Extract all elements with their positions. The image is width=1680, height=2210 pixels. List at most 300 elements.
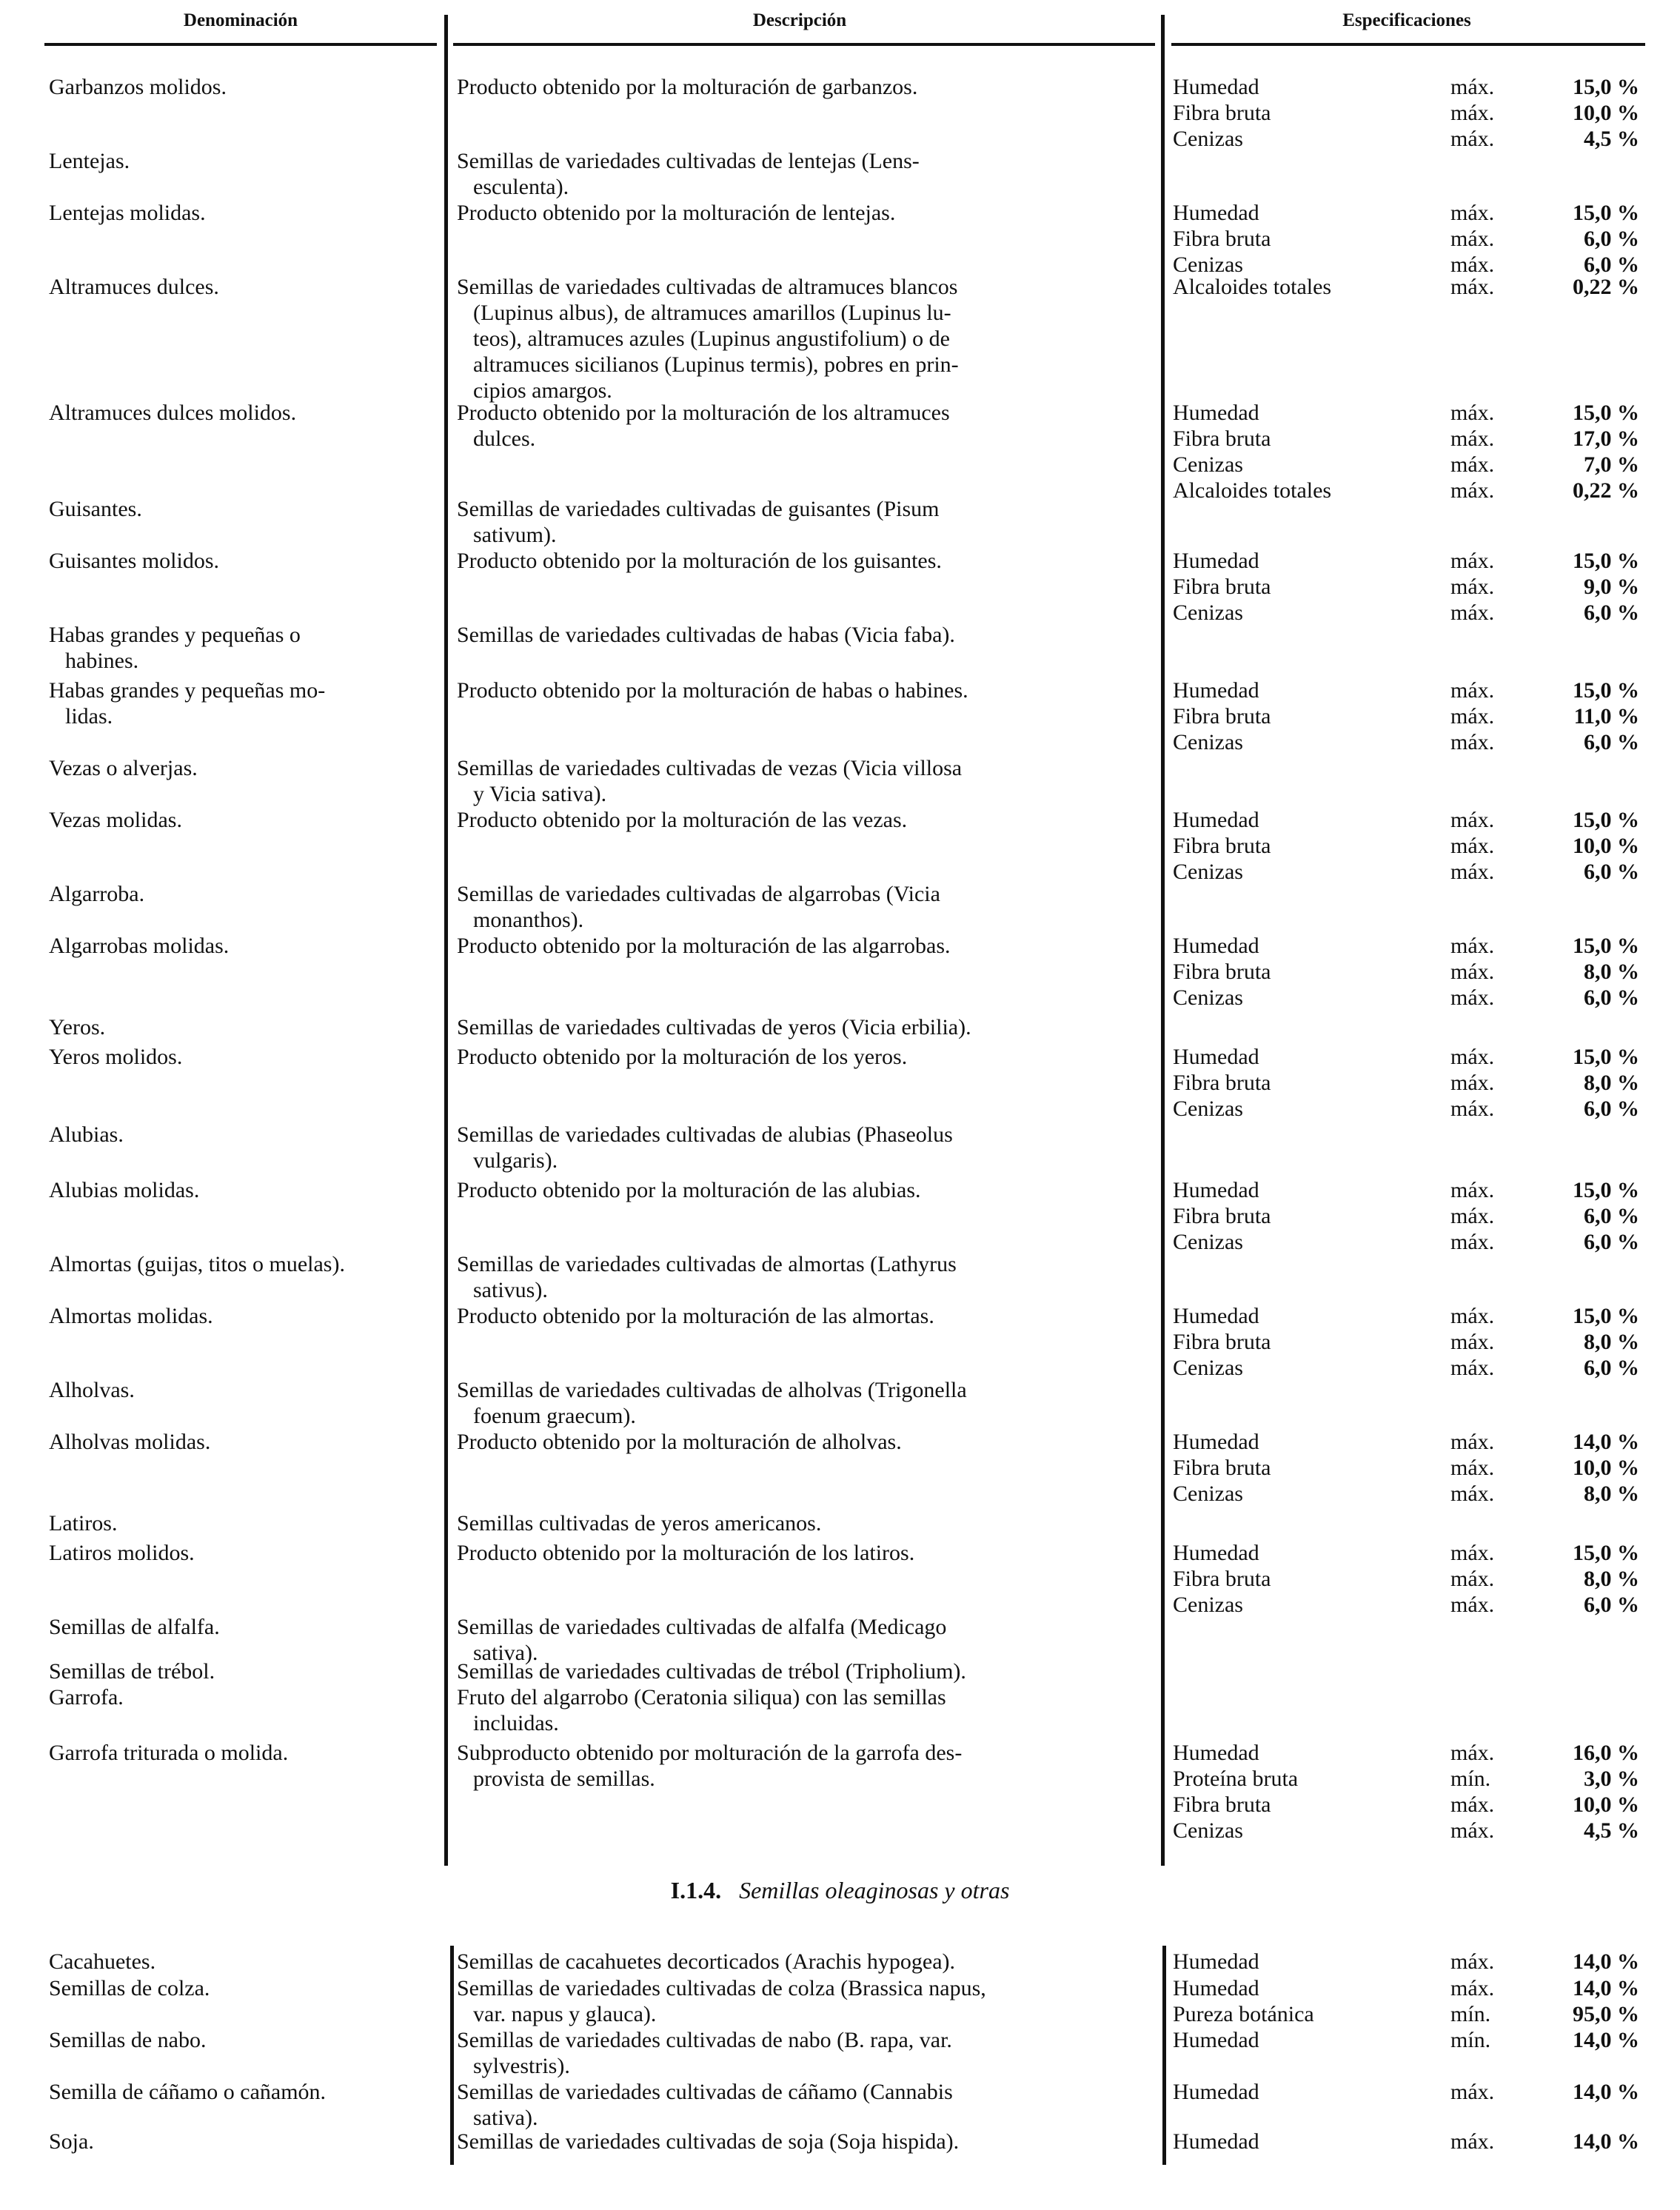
spec-value: 15,0 % [1573,678,1639,703]
denomination-cell [49,755,434,781]
specification-row [1173,2079,1647,2105]
spec-name: Cenizas [1173,985,1243,1010]
description-text: Semillas de variedades cultivadas de alfalfa (Medicago [457,1615,947,1639]
spec-value: 15,0 % [1573,1304,1639,1328]
description-text: Fruto del algarrobo (Ceratonia siliqua) con las semillas [457,1685,946,1710]
denomination-cell [49,1949,434,1975]
description-text: Semillas de variedades cultivadas de vezas (Vicia villosa [457,756,963,780]
denomination-cell [49,677,434,729]
denomination-cell [49,1658,434,1684]
description-text: Semillas de variedades cultivadas de yeros (Vicia erbilia). [457,1015,971,1039]
description-text: Semillas de variedades cultivadas de guisantes (Pisum [457,497,940,521]
specification-row [1173,1949,1647,1975]
denomination-text: Almortas (guijas, titos o muelas). [49,1252,345,1276]
spec-name: Humedad [1173,75,1259,99]
denomination-text: Semillas de trébol. [49,1659,215,1684]
spec-limit: máx. [1450,960,1495,984]
spec-limit: máx. [1450,808,1495,832]
spec-name: Cenizas [1173,600,1243,625]
specification-row [1173,426,1647,452]
spec-limit: máx. [1450,1456,1495,1480]
spec-limit: máx. [1450,1430,1495,1454]
denomination-text: Altramuces dulces molidos. [49,401,297,425]
spec-name: Humedad [1173,549,1259,573]
spec-value: 6,0 % [1584,985,1639,1010]
spec-name: Fibra bruta [1173,1792,1271,1817]
denomination-text: Semillas de colza. [49,1976,210,2000]
spec-limit: máx. [1450,600,1495,625]
denomination-cell [49,148,434,174]
subsection-title: Semillas oleaginosas y otras [739,1877,1010,1903]
specification-row [1173,1540,1647,1566]
spec-name: Fibra bruta [1173,1330,1271,1354]
description-cell [457,1303,1153,1329]
specification-row [1173,807,1647,833]
denomination-text: Garbanzos molidos. [49,75,227,99]
specification-row [1173,548,1647,574]
spec-value: 15,0 % [1573,1541,1639,1565]
spec-value: 14,0 % [1573,1976,1639,2000]
denomination-text: Yeros. [49,1015,106,1039]
spec-name: Cenizas [1173,1096,1243,1121]
spec-limit: máx. [1450,1593,1495,1617]
spec-name: Humedad [1173,934,1259,958]
spec-value: 15,0 % [1573,401,1639,425]
specification-row [1173,1818,1647,1844]
spec-value: 14,0 % [1573,2028,1639,2052]
specification-row [1173,1329,1647,1355]
denomination-text: Lentejas. [49,149,130,173]
description-text: Producto obtenido por la molturación de los yeros. [457,1045,908,1069]
spec-name: Cenizas [1173,1818,1243,1843]
description-text: provista de semillas. [473,1767,655,1791]
specification-row [1173,1566,1647,1592]
spec-limit: máx. [1450,1096,1495,1121]
spec-name: Humedad [1173,678,1259,703]
description-text: Semillas de variedades cultivadas de trébol (Tripholium). [457,1659,966,1684]
spec-limit: máx. [1450,1178,1495,1202]
description-text: foenum graecum). [473,1404,636,1428]
header-rule-denominacion [44,43,437,46]
spec-limit: máx. [1450,1045,1495,1069]
specification-row [1173,74,1647,100]
spec-value: 6,0 % [1584,600,1639,625]
spec-limit: máx. [1450,201,1495,225]
description-text: Semillas de variedades cultivadas de cáñamo (Cannabis [457,2080,953,2104]
spec-name: Humedad [1173,2028,1259,2052]
spec-name: Humedad [1173,1178,1259,1202]
denomination-cell [49,1975,434,2001]
spec-value: 11,0 % [1573,704,1639,729]
specification-row [1173,1481,1647,1507]
spec-limit: máx. [1450,985,1495,1010]
header-rule-especificaciones [1171,43,1645,46]
denomination-text: Algarrobas molidas. [49,934,230,958]
spec-value: 15,0 % [1573,549,1639,573]
spec-value: 15,0 % [1573,1178,1639,1202]
spec-limit: máx. [1450,1818,1495,1843]
denomination-text: Alholvas molidas. [49,1430,211,1454]
description-cell [457,1429,1153,1455]
spec-value: 95,0 % [1573,2002,1639,2026]
description-cell [457,1251,1153,1303]
spec-name: Humedad [1173,808,1259,832]
denomination-cell [49,1740,434,1766]
description-text: Producto obtenido por la molturación de los altramuces [457,401,950,425]
spec-limit: máx. [1450,834,1495,858]
spec-value: 14,0 % [1573,2129,1639,2154]
specification-row [1173,833,1647,859]
description-text: Semillas de variedades cultivadas de alholvas (Trigonella [457,1378,967,1402]
spec-limit: máx. [1450,1330,1495,1354]
specification-row [1173,226,1647,252]
spec-value: 6,0 % [1584,860,1639,884]
specification-row [1173,1303,1647,1329]
denomination-text: Semillas de nabo. [49,2028,207,2052]
spec-limit: máx. [1450,401,1495,425]
specification-row [1173,1070,1647,1096]
description-text: cipios amargos. [473,378,612,403]
denomination-text: Alubias molidas. [49,1178,200,1202]
denomination-cell [49,1540,434,1566]
description-text: (Lupinus albus), de altramuces amarillos (Lupinus lu- [473,301,951,325]
denomination-text: lidas. [65,704,113,729]
description-text: sativum). [473,523,557,547]
specification-row [1173,1355,1647,1381]
description-text: esculenta). [473,175,569,199]
denomination-text: Altramuces dulces. [49,275,219,299]
spec-name: Cenizas [1173,730,1243,754]
denomination-cell [49,1684,434,1710]
description-text: vulgaris). [473,1148,558,1173]
spec-limit: máx. [1450,227,1495,251]
specification-row [1173,2001,1647,2027]
description-text: sativus). [473,1278,548,1302]
spec-name: Humedad [1173,1304,1259,1328]
spec-value: 6,0 % [1584,1096,1639,1121]
denomination-cell [49,1377,434,1403]
spec-value: 3,0 % [1584,1767,1639,1791]
spec-name: Cenizas [1173,1481,1243,1506]
description-text: Semillas de variedades cultivadas de nabo (B. rapa, var. [457,2028,952,2052]
description-text: var. napus y glauca). [473,2002,657,2026]
spec-name: Pureza botánica [1173,2002,1314,2026]
description-text: Semillas de variedades cultivadas de alubias (Phaseolus [457,1122,953,1147]
spec-limit: máx. [1450,860,1495,884]
spec-name: Alcaloides totales [1173,275,1332,299]
description-text: Semillas de variedades cultivadas de algarrobas (Vicia [457,882,940,906]
denomination-cell [49,2079,434,2105]
spec-name: Humedad [1173,1741,1259,1765]
column-divider-3 [450,1946,454,2165]
description-cell [457,1377,1153,1429]
spec-name: Fibra bruta [1173,1204,1271,1228]
denomination-text: Lentejas molidas. [49,201,206,225]
denomination-text: Garrofa triturada o molida. [49,1741,289,1765]
spec-name: Cenizas [1173,1593,1243,1617]
denomination-text: Vezas o alverjas. [49,756,198,780]
description-text: y Vicia sativa). [473,782,607,806]
spec-limit: máx. [1450,1304,1495,1328]
denomination-cell [49,74,434,100]
description-cell [457,200,1153,226]
denomination-cell [49,1303,434,1329]
specification-row [1173,1455,1647,1481]
spec-name: Humedad [1173,401,1259,425]
description-text: Producto obtenido por la molturación de las almortas. [457,1304,934,1328]
description-text: Producto obtenido por la molturación de habas o habines. [457,678,968,703]
specification-row [1173,729,1647,755]
specification-row [1173,1766,1647,1792]
description-cell [457,1044,1153,1070]
spec-value: 16,0 % [1573,1741,1639,1765]
denomination-text: Vezas molidas. [49,808,182,832]
description-cell [457,1177,1153,1203]
spec-value: 8,0 % [1584,1330,1639,1354]
spec-name: Fibra bruta [1173,575,1271,599]
description-cell [457,2079,1153,2131]
description-text: Semillas de variedades cultivadas de almortas (Lathyrus [457,1252,957,1276]
spec-limit: máx. [1450,730,1495,754]
specification-row [1173,2027,1647,2053]
specification-row [1173,703,1647,729]
spec-limit: máx. [1450,575,1495,599]
description-cell [457,1949,1153,1975]
description-text: Producto obtenido por la molturación de las algarrobas. [457,934,951,958]
denomination-cell [49,548,434,574]
spec-limit: máx. [1450,2080,1495,2104]
spec-name: Humedad [1173,1045,1259,1069]
description-text: Semillas de cacahuetes decorticados (Arachis hypogea). [457,1949,956,1974]
specification-row [1173,574,1647,600]
spec-limit: máx. [1450,704,1495,729]
description-cell [457,677,1153,703]
denomination-cell [49,496,434,522]
denomination-text: Almortas molidas. [49,1304,213,1328]
description-cell [457,1684,1153,1736]
spec-name: Fibra bruta [1173,1071,1271,1095]
column-header-denominacion: Denominación [183,10,298,30]
denomination-cell [49,1014,434,1040]
spec-name: Alcaloides totales [1173,478,1332,503]
specification-row [1173,1592,1647,1618]
specification-row [1173,985,1647,1011]
description-cell [457,1510,1153,1536]
description-text: Producto obtenido por la molturación de los latiros. [457,1541,915,1565]
spec-value: 15,0 % [1573,1045,1639,1069]
spec-value: 6,0 % [1584,252,1639,277]
spec-value: 0,22 % [1573,478,1639,503]
specification-row [1173,1203,1647,1229]
description-text: Producto obtenido por la molturación de las alubias. [457,1178,921,1202]
denomination-cell [49,1122,434,1148]
spec-limit: máx. [1450,1792,1495,1817]
specification-row [1173,677,1647,703]
spec-value: 15,0 % [1573,201,1639,225]
denomination-text: Habas grandes y pequeñas mo- [49,678,326,703]
description-text: Semillas cultivadas de yeros americanos. [457,1511,822,1536]
description-cell [457,1122,1153,1173]
spec-limit: máx. [1450,1741,1495,1765]
description-cell [457,1014,1153,1040]
denomination-cell [49,807,434,833]
spec-value: 4,5 % [1584,127,1639,151]
description-text: Semillas de variedades cultivadas de habas (Vicia faba). [457,623,955,647]
denomination-text: Alholvas. [49,1378,135,1402]
subsection-heading [0,1877,1680,1904]
spec-name: Proteína bruta [1173,1767,1299,1791]
description-text: monanthos). [473,908,584,932]
description-cell [457,74,1153,100]
spec-value: 6,0 % [1584,1593,1639,1617]
specification-row [1173,2129,1647,2154]
denomination-text: Alubias. [49,1122,124,1147]
spec-name: Fibra bruta [1173,834,1271,858]
spec-value: 10,0 % [1573,101,1639,125]
description-text: Producto obtenido por la molturación de lentejas. [457,201,896,225]
column-divider-1 [444,15,448,1866]
spec-name: Humedad [1173,2080,1259,2104]
description-text: Producto obtenido por la molturación de los guisantes. [457,549,942,573]
description-text: Producto obtenido por la molturación de alholvas. [457,1430,902,1454]
specification-row [1173,1229,1647,1255]
spec-name: Humedad [1173,1541,1259,1565]
specification-row [1173,859,1647,885]
column-divider-4 [1162,1946,1166,2165]
description-text: Subproducto obtenido por molturación de la garrofa des- [457,1741,963,1765]
spec-value: 10,0 % [1573,1456,1639,1480]
specification-row [1173,452,1647,478]
spec-limit: máx. [1450,1949,1495,1974]
specification-row [1173,100,1647,126]
specification-row [1173,933,1647,959]
spec-limit: máx. [1450,549,1495,573]
header-rule-descripcion [453,43,1155,46]
spec-limit: máx. [1450,426,1495,451]
denomination-cell [49,933,434,959]
spec-value: 15,0 % [1573,934,1639,958]
specification-row [1173,400,1647,426]
denomination-cell [49,1044,434,1070]
spec-limit: máx. [1450,1976,1495,2000]
description-text: Semillas de variedades cultivadas de altramuces blancos [457,275,958,299]
specification-row [1173,478,1647,503]
spec-name: Cenizas [1173,452,1243,477]
spec-value: 17,0 % [1573,426,1639,451]
description-text: sativa). [473,1641,538,1665]
spec-value: 8,0 % [1584,1071,1639,1095]
spec-limit: mín. [1450,2028,1491,2052]
spec-name: Fibra bruta [1173,704,1271,729]
spec-name: Fibra bruta [1173,1567,1271,1591]
spec-value: 8,0 % [1584,1567,1639,1591]
specification-row [1173,1975,1647,2001]
spec-limit: máx. [1450,1071,1495,1095]
denomination-text: Garrofa. [49,1685,124,1710]
denomination-text: Guisantes. [49,497,142,521]
spec-value: 10,0 % [1573,834,1639,858]
spec-limit: máx. [1450,1230,1495,1254]
column-divider-2 [1161,15,1165,1866]
spec-limit: máx. [1450,275,1495,299]
denomination-text: Latiros. [49,1511,118,1536]
denomination-text: Soja. [49,2129,94,2154]
spec-name: Cenizas [1173,1230,1243,1254]
spec-value: 14,0 % [1573,1430,1639,1454]
spec-limit: máx. [1450,934,1495,958]
specification-row [1173,1429,1647,1455]
denomination-text: habines. [65,649,139,673]
description-cell [457,1740,1153,1792]
column-header-descripcion: Descripción [752,10,847,30]
description-text: Producto obtenido por la molturación de las vezas. [457,808,908,832]
description-cell [457,548,1153,574]
description-cell [457,755,1153,807]
spec-limit: máx. [1450,252,1495,277]
specification-row [1173,274,1647,300]
description-text: Semillas de variedades cultivadas de colza (Brassica napus, [457,1976,986,2000]
spec-value: 15,0 % [1573,808,1639,832]
description-text: teos), altramuces azules (Lupinus angustifolium) o de [473,327,950,351]
description-cell [457,933,1153,959]
spec-name: Humedad [1173,201,1259,225]
spec-name: Cenizas [1173,1356,1243,1380]
spec-name: Cenizas [1173,860,1243,884]
spec-value: 0,22 % [1573,275,1639,299]
denomination-cell [49,1177,434,1203]
denomination-text: Habas grandes y pequeñas o [49,623,301,647]
spec-limit: máx. [1450,127,1495,151]
spec-value: 9,0 % [1584,575,1639,599]
spec-limit: máx. [1450,2129,1495,2154]
spec-value: 14,0 % [1573,2080,1639,2104]
spec-limit: máx. [1450,1356,1495,1380]
description-cell [457,622,1153,648]
spec-value: 8,0 % [1584,960,1639,984]
spec-limit: mín. [1450,1767,1491,1791]
denomination-cell [49,1251,434,1277]
spec-value: 15,0 % [1573,75,1639,99]
spec-name: Humedad [1173,1976,1259,2000]
spec-name: Humedad [1173,2129,1259,2154]
spec-value: 14,0 % [1573,1949,1639,1974]
spec-limit: máx. [1450,478,1495,503]
spec-value: 4,5 % [1584,1818,1639,1843]
spec-name: Fibra bruta [1173,101,1271,125]
spec-name: Cenizas [1173,127,1243,151]
column-header-especificaciones: Especificaciones [1342,10,1471,30]
spec-name: Fibra bruta [1173,1456,1271,1480]
spec-value: 6,0 % [1584,227,1639,251]
denomination-text: Cacahuetes. [49,1949,156,1974]
spec-value: 6,0 % [1584,1230,1639,1254]
specification-row [1173,1096,1647,1122]
denomination-cell [49,1510,434,1536]
spec-limit: máx. [1450,75,1495,99]
denomination-text: Latiros molidos. [49,1541,195,1565]
description-cell [457,881,1153,933]
specification-row [1173,959,1647,985]
spec-value: 10,0 % [1573,1792,1639,1817]
specification-row [1173,1044,1647,1070]
spec-limit: máx. [1450,1481,1495,1506]
spec-limit: mín. [1450,2002,1491,2026]
description-text: sativa). [473,2106,538,2130]
denomination-cell [49,622,434,674]
description-cell [457,1658,1153,1684]
spec-value: 6,0 % [1584,1204,1639,1228]
denomination-cell [49,2027,434,2053]
